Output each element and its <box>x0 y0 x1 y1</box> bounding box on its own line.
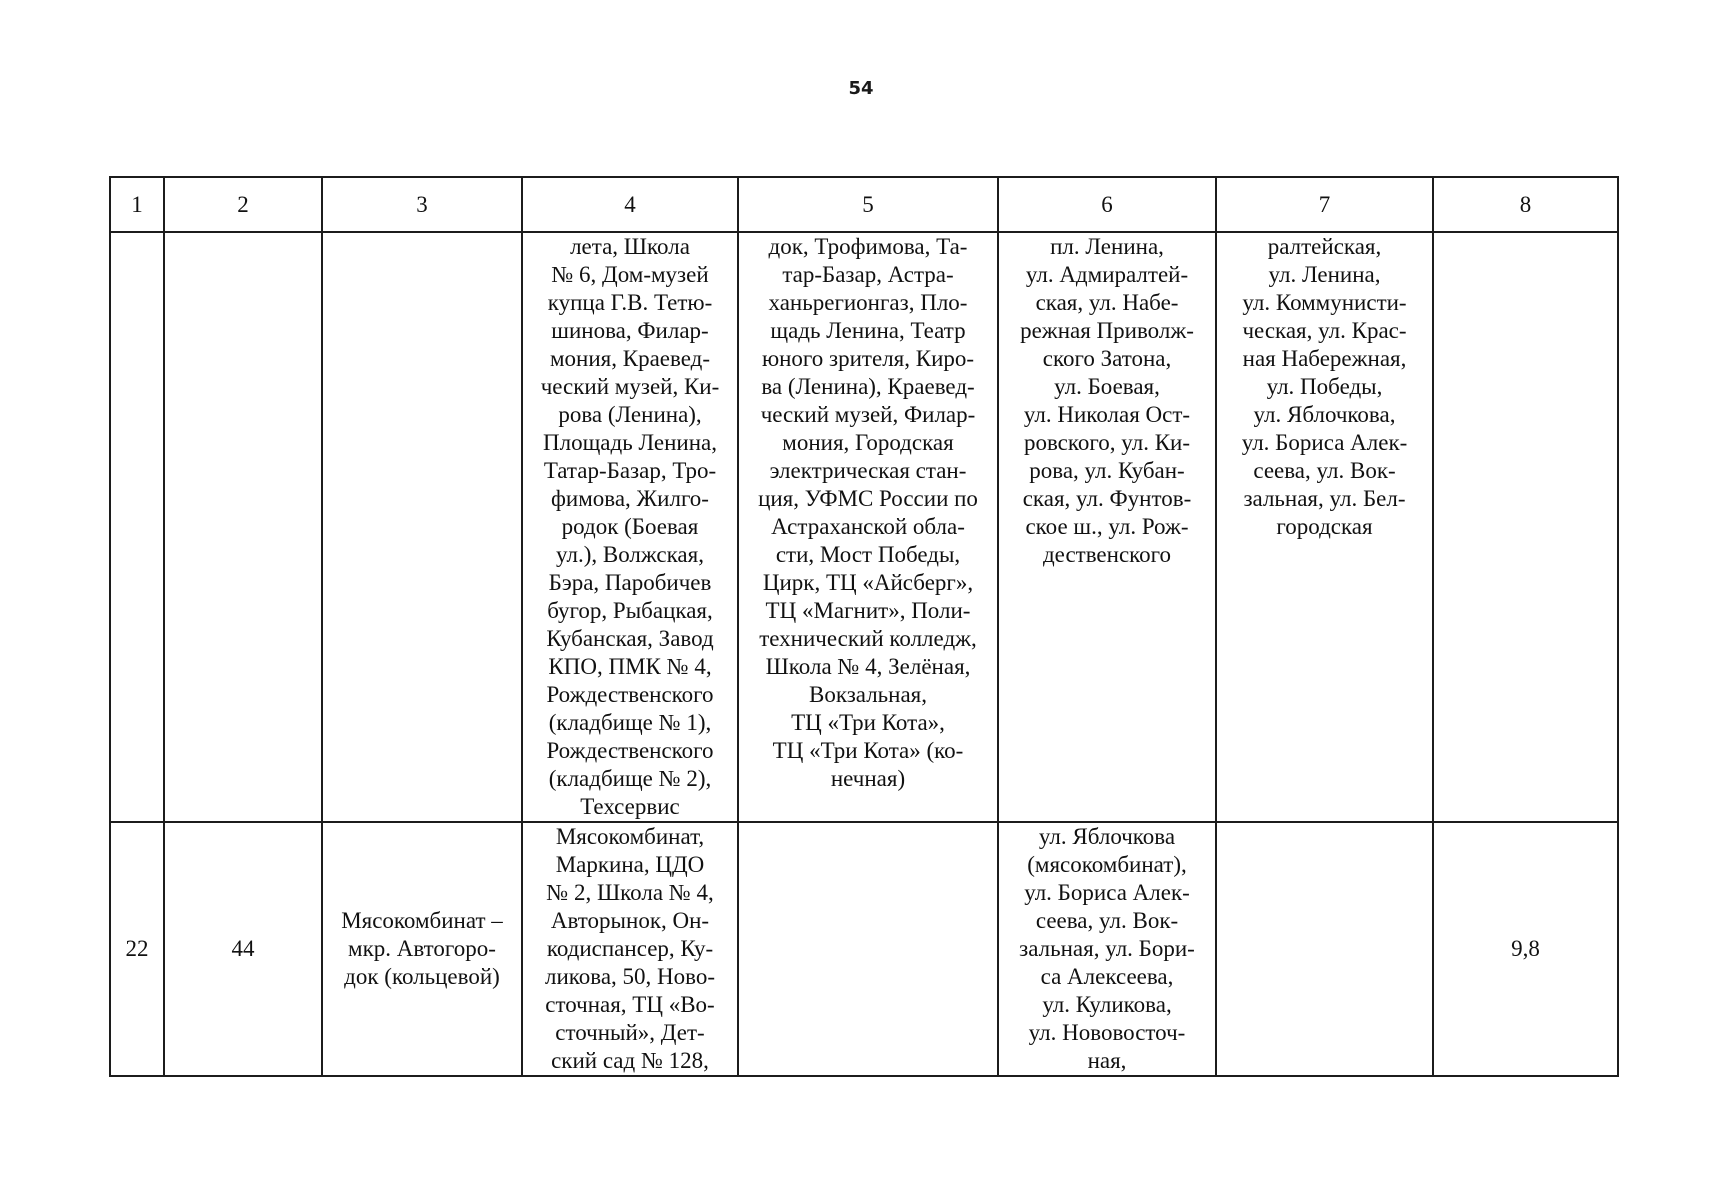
column-header-1: 1 <box>110 177 164 232</box>
column-header-2: 2 <box>164 177 322 232</box>
cell-stops-backward: док, Трофимова, Та- тар-Базар, Астра- ханьрегионгаз, Пло- щадь Ленина, Театр юного зрителя, Киро- ва (Ленина), Краевед- ческий музей, Филар- мония, Городская электрическая стан- ция, УФМС России по Астраханской обла- сти, Мост Победы, Цирк, ТЦ «Айсберг», ТЦ «Магнит», Поли- технический колледж, Школа № 4, Зелёная, Вокзальная, ТЦ «Три Кота», ТЦ «Три Кота» (ко- нечная) <box>738 232 998 822</box>
cell-route-number <box>164 232 322 822</box>
cell-length <box>1433 232 1618 822</box>
column-header-6: 6 <box>998 177 1216 232</box>
cell-streets-backward: ралтейская, ул. Ленина, ул. Коммунисти- ческая, ул. Крас- ная Набережная, ул. Победы, ул. Яблочкова, ул. Бориса Алек- сеева, ул. Вок- зальная, ул. Бел- городская <box>1216 232 1433 822</box>
cell-number <box>110 232 164 822</box>
cell-route-name: Мясокомбинат – мкр. Автогоро- док (кольцевой) <box>322 822 522 1076</box>
cell-streets-forward: пл. Ленина, ул. Адмиралтей- ская, ул. Набе- режная Приволж- ского Затона, ул. Боевая, ул. Николая Ост- ровского, ул. Ки- рова, ул. Кубан- ская, ул. Фунтов- ское ш., ул. Рож- дественского <box>998 232 1216 822</box>
table-row <box>110 232 1618 822</box>
column-header-3: 3 <box>322 177 522 232</box>
cell-route-number: 44 <box>164 822 322 1076</box>
page-number: 54 <box>848 78 874 99</box>
cell-route-name <box>322 232 522 822</box>
column-header-5: 5 <box>738 177 998 232</box>
cell-stops-forward: лета, Школа № 6, Дом-музей купца Г.В. Тетю- шинова, Филар- мония, Краевед- ческий музей, Ки- рова (Ленина), Площадь Ленина, Татар-Базар, Тро- фимова, Жилго- родок (Боевая ул.), Волжская, Бэра, Паробичев бугор, Рыбацкая, Кубанская, Завод КПО, ПМК № 4, Рождественского (кладбище № 1), Рождественского (кладбище № 2), Техсервис <box>522 232 738 822</box>
column-header-7: 7 <box>1216 177 1433 232</box>
cell-length: 9,8 <box>1433 822 1618 1076</box>
cell-stops-forward: Мясокомбинат, Маркина, ЦДО № 2, Школа № 4, Авторынок, Он- кодиспансер, Ку- ликова, 50, Ново- сточная, ТЦ «Во- сточный», Дет- ский сад № 128, <box>522 822 738 1076</box>
cell-streets-forward: ул. Яблочкова (мясокомбинат), ул. Бориса Алек- сеева, ул. Вок- зальная, ул. Бори- са Алексеева, ул. Куликова, ул. Нововосточ- ная, <box>998 822 1216 1076</box>
cell-number: 22 <box>110 822 164 1076</box>
header-row <box>110 177 1618 232</box>
cell-stops-backward <box>738 822 998 1076</box>
column-header-8: 8 <box>1433 177 1618 232</box>
table-row <box>110 822 1618 1076</box>
column-header-4: 4 <box>522 177 738 232</box>
route-table <box>109 176 1619 1077</box>
cell-streets-backward <box>1216 822 1433 1076</box>
